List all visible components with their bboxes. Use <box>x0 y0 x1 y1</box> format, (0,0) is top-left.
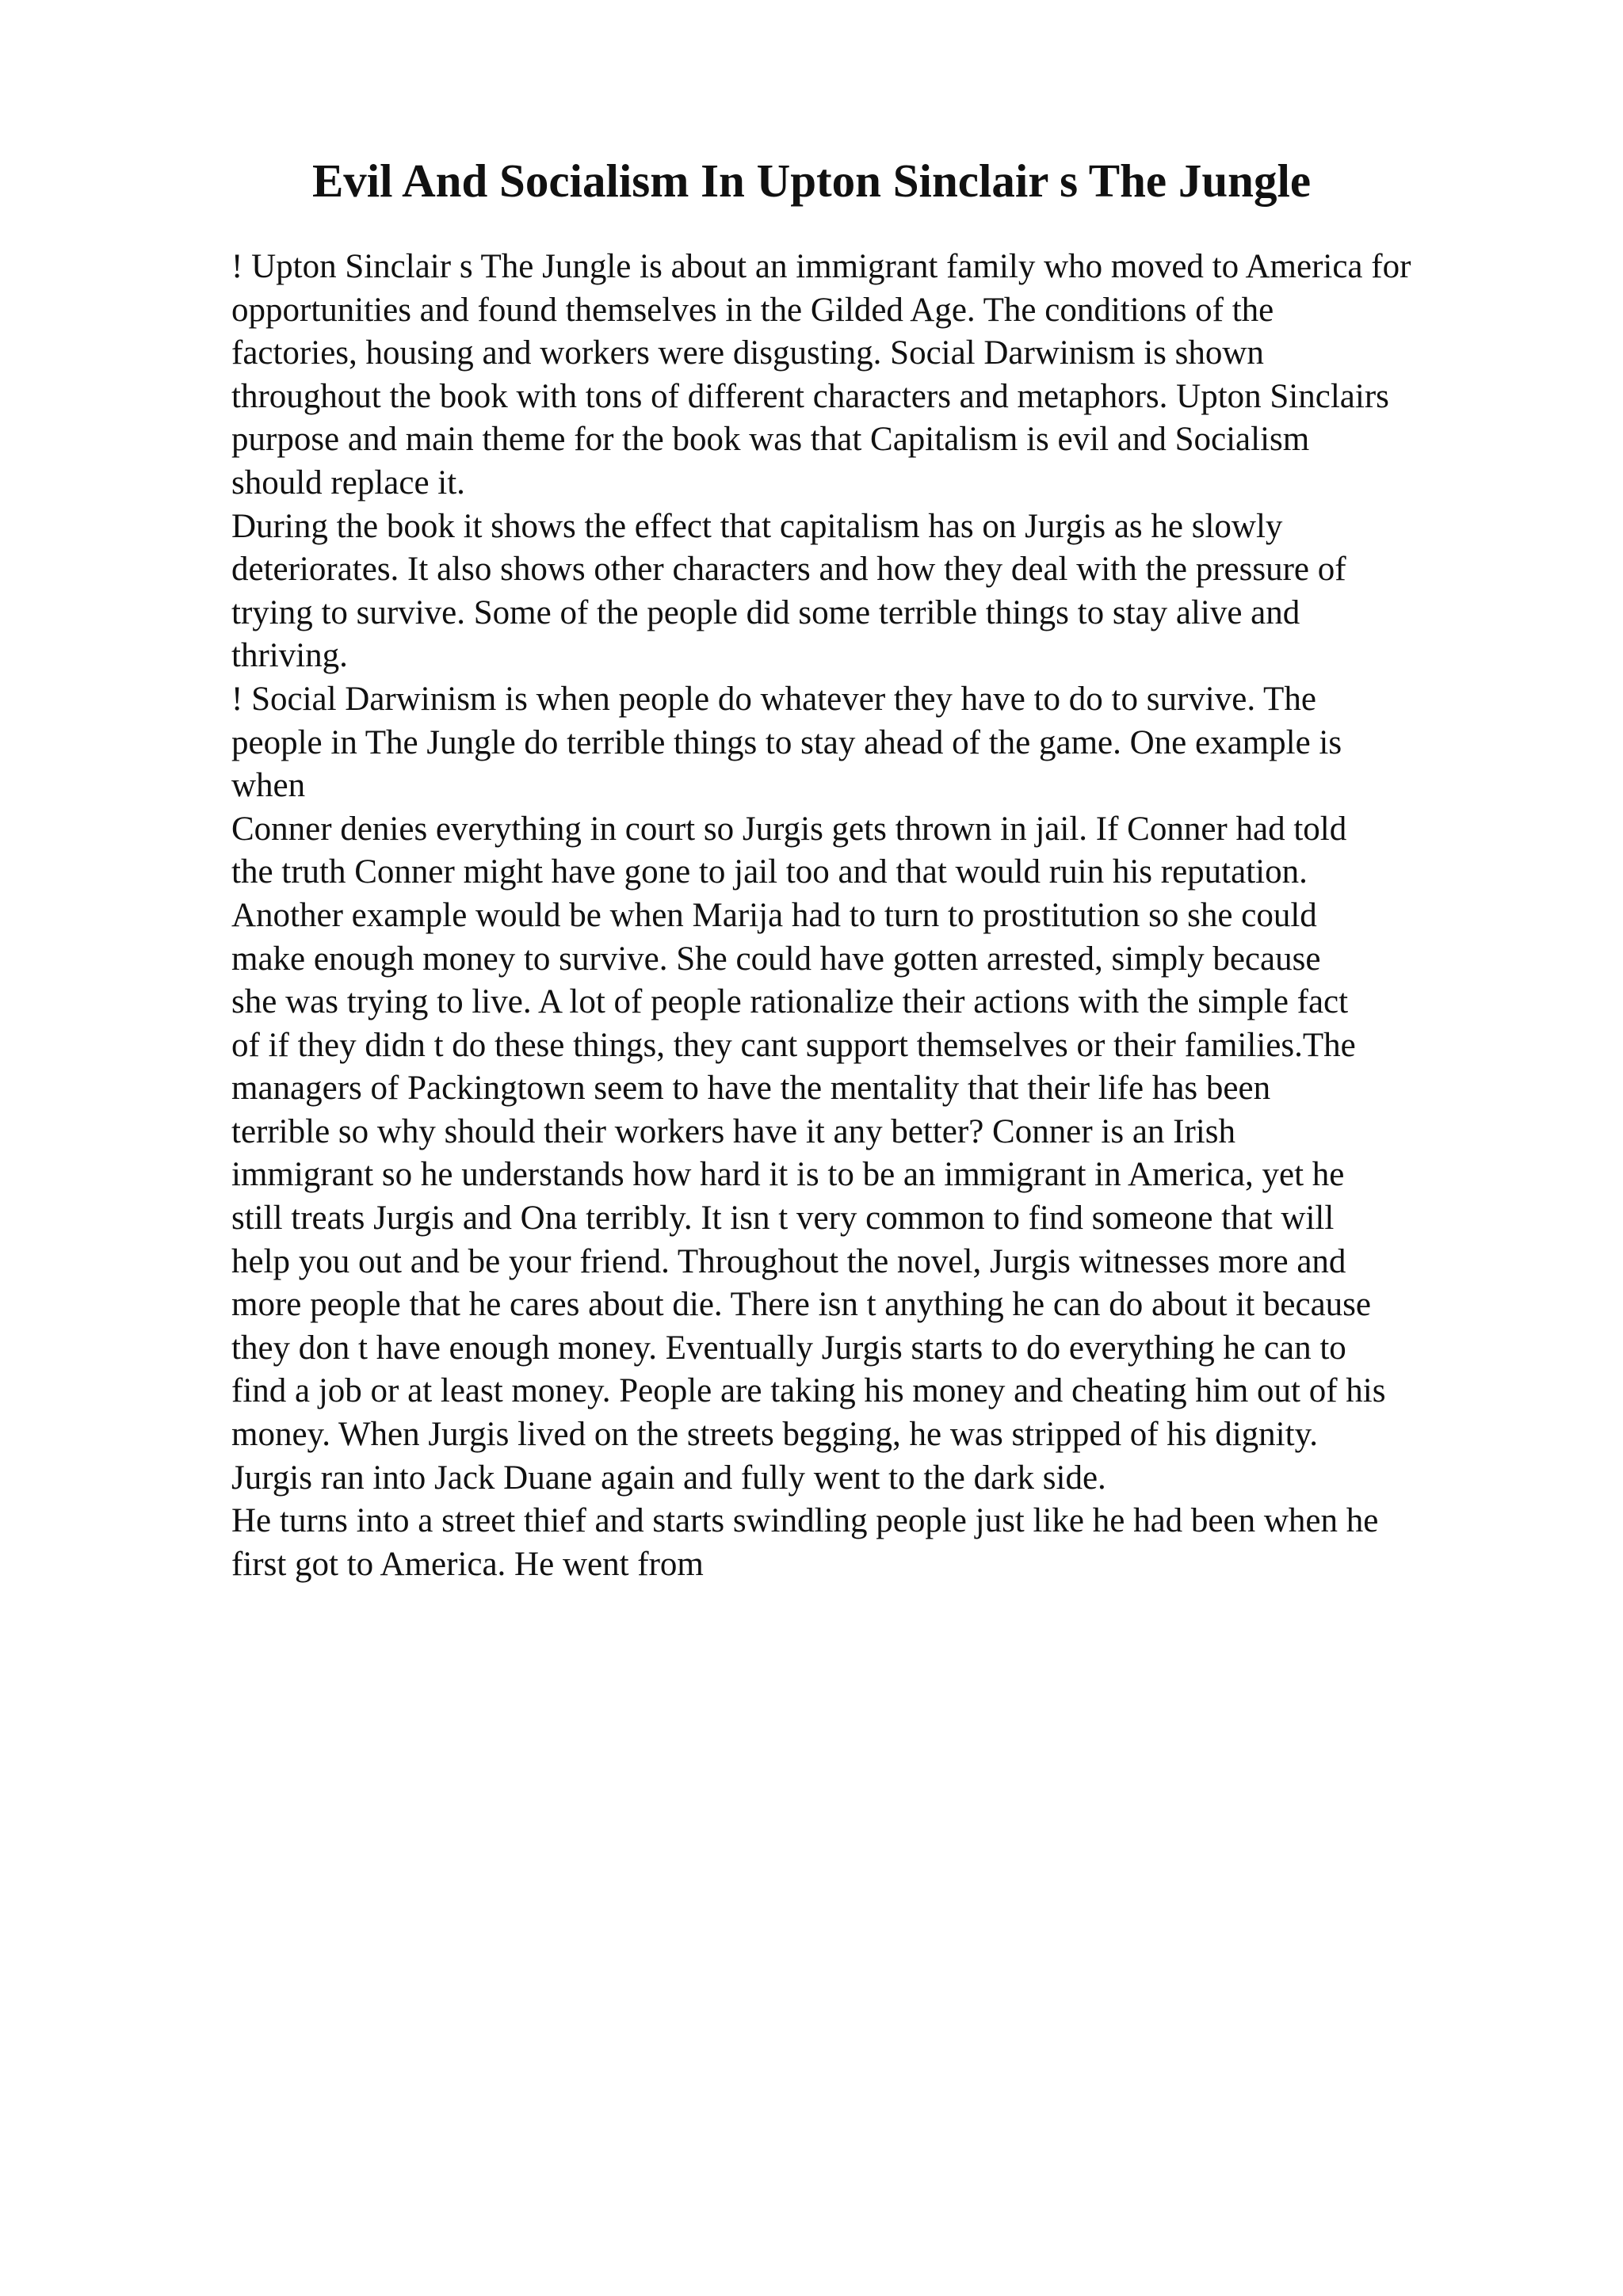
text-line: managers of Packingtown seem to have the mentality that their life has been <box>231 1070 1271 1108</box>
text-line: help you out and be your friend. Throughout the novel, Jurgis witnesses more and <box>231 1242 1346 1280</box>
text-line: ! Social Darwinism is when people do whatever they have to do to survive. The <box>231 680 1316 718</box>
text-line: the truth Conner might have gone to jail too and that would ruin his reputation. <box>231 853 1308 891</box>
text-line: Another example would be when Marija had to turn to prostitution so she could <box>231 896 1317 934</box>
text-line: make enough money to survive. She could have gotten arrested, simply because <box>231 940 1321 978</box>
text-line: of if they didn t do these things, they cant support themselves or their families.The <box>231 1026 1356 1064</box>
text-line: trying to survive. Some of the people did some terrible things to stay alive and <box>231 593 1300 631</box>
text-line: throughout the book with tons of different characters and metaphors. Upton Sinclairs <box>231 377 1389 415</box>
text-line: factories, housing and workers were disgusting. Social Darwinism is shown <box>231 334 1264 372</box>
text-line: find a job or at least money. People are taking his money and cheating him out of his <box>231 1372 1386 1410</box>
text-line: more people that he cares about die. There isn t anything he can do about it because <box>231 1286 1372 1324</box>
text-line: During the book it shows the effect that capitalism has on Jurgis as he slowly <box>231 507 1283 545</box>
text-line: Jurgis ran into Jack Duane again and fully went to the dark side. <box>231 1459 1106 1497</box>
text-line: money. When Jurgis lived on the streets begging, he was stripped of his dignity. <box>231 1416 1319 1454</box>
text-line: she was trying to live. A lot of people rationalize their actions with the simple fact <box>231 983 1349 1021</box>
text-line: they don t have enough money. Eventually Jurgis starts to do everything he can to <box>231 1329 1346 1367</box>
text-line: immigrant so he understands how hard it is to be an immigrant in America, yet he <box>231 1156 1345 1194</box>
text-line: still treats Jurgis and Ona terribly. It isn t very common to find someone that will <box>231 1199 1335 1238</box>
text-line: when <box>231 767 306 805</box>
text-line: first got to America. He went from <box>231 1545 704 1583</box>
text-line: opportunities and found themselves in the Gilded Age. The conditions of the <box>231 291 1274 329</box>
text-line: terrible so why should their workers have it any better? Conner is an Irish <box>231 1112 1235 1150</box>
text-line: ! Upton Sinclair s The Jungle is about an immigrant family who moved to America for <box>231 248 1411 285</box>
text-line: deteriorates. It also shows other characters and how they deal with the pressure of <box>231 551 1346 589</box>
text-line: should replace it. <box>231 463 465 502</box>
document-title: Evil And Socialism In Upton Sinclair s The Jungle <box>311 154 1312 207</box>
text-line: people in The Jungle do terrible things to stay ahead of the game. One example is <box>231 723 1342 761</box>
document-body <box>231 246 1610 1586</box>
text-line: purpose and main theme for the book was that Capitalism is evil and Socialism <box>231 421 1310 459</box>
text-line: He turns into a street thief and starts swindling people just like he had been when he <box>231 1502 1379 1540</box>
text-line: thriving. <box>231 637 348 675</box>
text-line: Conner denies everything in court so Jurgis gets thrown in jail. If Conner had told <box>231 810 1347 848</box>
